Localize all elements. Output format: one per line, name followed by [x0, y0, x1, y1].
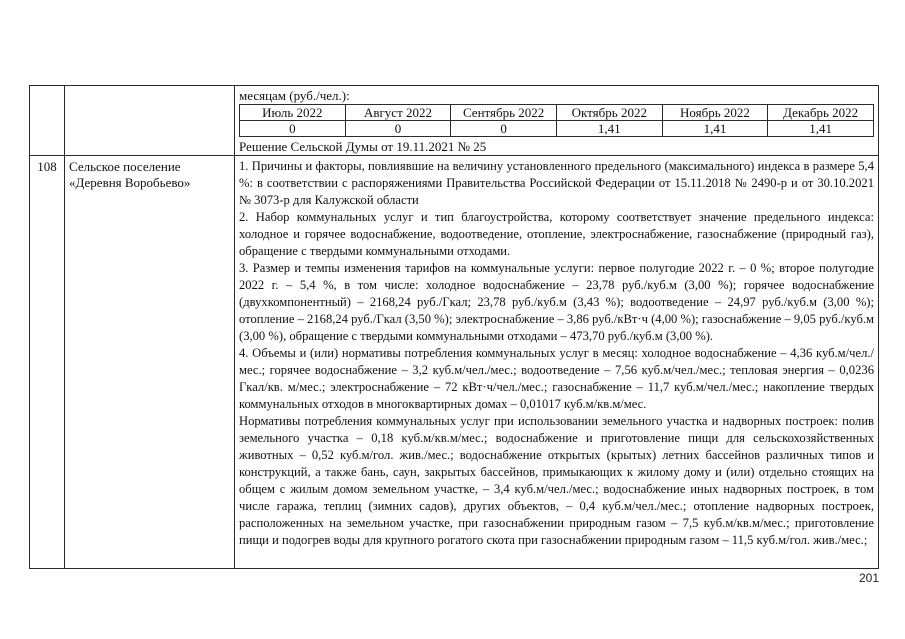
paragraph-land-norms: Нормативы потребления коммунальных услуг при использовании земельного участка и надворных построек: полив земельного участка – 0,18 куб.м/кв.м/мес.; водоснабжение и приготовление пищи для сельскохозяйственных животных – 0,52 куб.м/гол. жив./мес.; водоснабжение открытых (крытых) летних бассейнов различных типов и конструкций, а также бань, саун, закрытых бассейнов, примыкающих к жилому дому и (или) отдельно стоящих на общем с жилым домом земельном участке, – 3,4 куб.м/чел./мес.; водоснабжение иных надворных построек, в том числе гаража, теплиц (зимних садов), других объектов, – 0,4 куб.м/чел./мес.; отопление надворных построек, расположенных на земельном участке, при газоснабжении природным газом – 7,5 куб.м/кв.м/мес.; приготовление пищи и подогрев воды для крупного рогатого скота при газоснабжении природным газом – 11,5 куб.м/гол. жив./мес.;: [239, 414, 874, 547]
month-value: 0: [345, 121, 451, 137]
paragraph-consumption: 4. Объемы и (или) нормативы потребления коммунальных услуг в месяц: холодное водоснабжение – 4,36 куб.м/чел./мес.; горячее водоснабжение – 3,2 куб.м/чел./мес.; водоотведение – 7,56 куб.м/чел./мес.; тепловая энергия – 0,0236 Гкал/кв. м/мес.; электроснабжение – 72 кВт·ч/чел./мес.; газоснабжение – 11,7 куб.м/чел./мес.; накопление твердых коммунальных отходов в многоквартирных домах – 0,01017 куб.м/кв.м/мес.: [239, 346, 874, 411]
row-number-cell: 108: [30, 156, 65, 569]
paragraph-reasons: 1. Причины и факторы, повлиявшие на величину установленного предельного (максимального) индекса в размере 5,4 %: в соответствии с распоряжениями Правительства Российской Федерации от 15.11.2018 № 2490-р и от 30.10.2021 № 3073-р для Калужской области: [239, 159, 874, 207]
decision-reference: Решение Сельской Думы от 19.11.2021 № 25: [239, 139, 487, 154]
table-row: [30, 156, 879, 569]
month-value: 1,41: [556, 121, 662, 137]
month-value: 0: [451, 121, 557, 137]
month-header: Октябрь 2022: [556, 105, 662, 121]
monthly-payments-table: [239, 104, 874, 137]
month-header-row: [240, 105, 874, 121]
table-row: [30, 86, 879, 156]
document-table: [29, 85, 879, 569]
month-value: 1,41: [768, 121, 874, 137]
settlement-name-line: Сельское поселение: [69, 159, 181, 174]
settlement-name-cell: [65, 156, 235, 569]
settlement-name-line: «Деревня Воробьево»: [69, 175, 191, 190]
month-header: Сентябрь 2022: [451, 105, 557, 121]
month-header: Ноябрь 2022: [662, 105, 768, 121]
month-value-row: [240, 121, 874, 137]
month-header: Август 2022: [345, 105, 451, 121]
settlement-name-cell: [65, 86, 235, 156]
month-value: 1,41: [662, 121, 768, 137]
content-cell: [235, 156, 879, 569]
month-header: Декабрь 2022: [768, 105, 874, 121]
intro-text: месяцам (руб./чел.):: [239, 88, 350, 103]
paragraph-tariffs: 3. Размер и темпы изменения тарифов на коммунальные услуги: первое полугодие 2022 г. – 0 %; второе полугодие 2022 г. – 5,4 %, в том числе: холодное водоснабжение – 23,78 руб./куб.м (3,00 %); горячее водоснабжение (двухкомпонентный) – 2168,24 руб./Гкал; 23,78 руб./куб.м (3,43 %); водоотведение – 24,97 руб./куб.м (3,00 %); отопление – 2168,24 руб./Гкал (3,50 %); электроснабжение – 3,86 руб./кВт·ч (4,00 %); газоснабжение – 9,05 руб./куб.м (3,00 %), обращение с твердыми коммунальными отходами – 473,70 руб./куб.м (3,00 %).: [239, 261, 874, 343]
page-number: 201: [858, 571, 879, 585]
month-header: Июль 2022: [240, 105, 346, 121]
paragraph-services: 2. Набор коммунальных услуг и тип благоустройства, которому соответствует значение предельного индекса: холодное и горячее водоснабжение, водоотведение, отопление, электроснабжение, газоснабжение (природный газ), обращение с твердыми коммунальными отходами.: [239, 210, 874, 258]
content-cell: [235, 86, 879, 156]
row-number-cell: [30, 86, 65, 156]
month-value: 0: [240, 121, 346, 137]
